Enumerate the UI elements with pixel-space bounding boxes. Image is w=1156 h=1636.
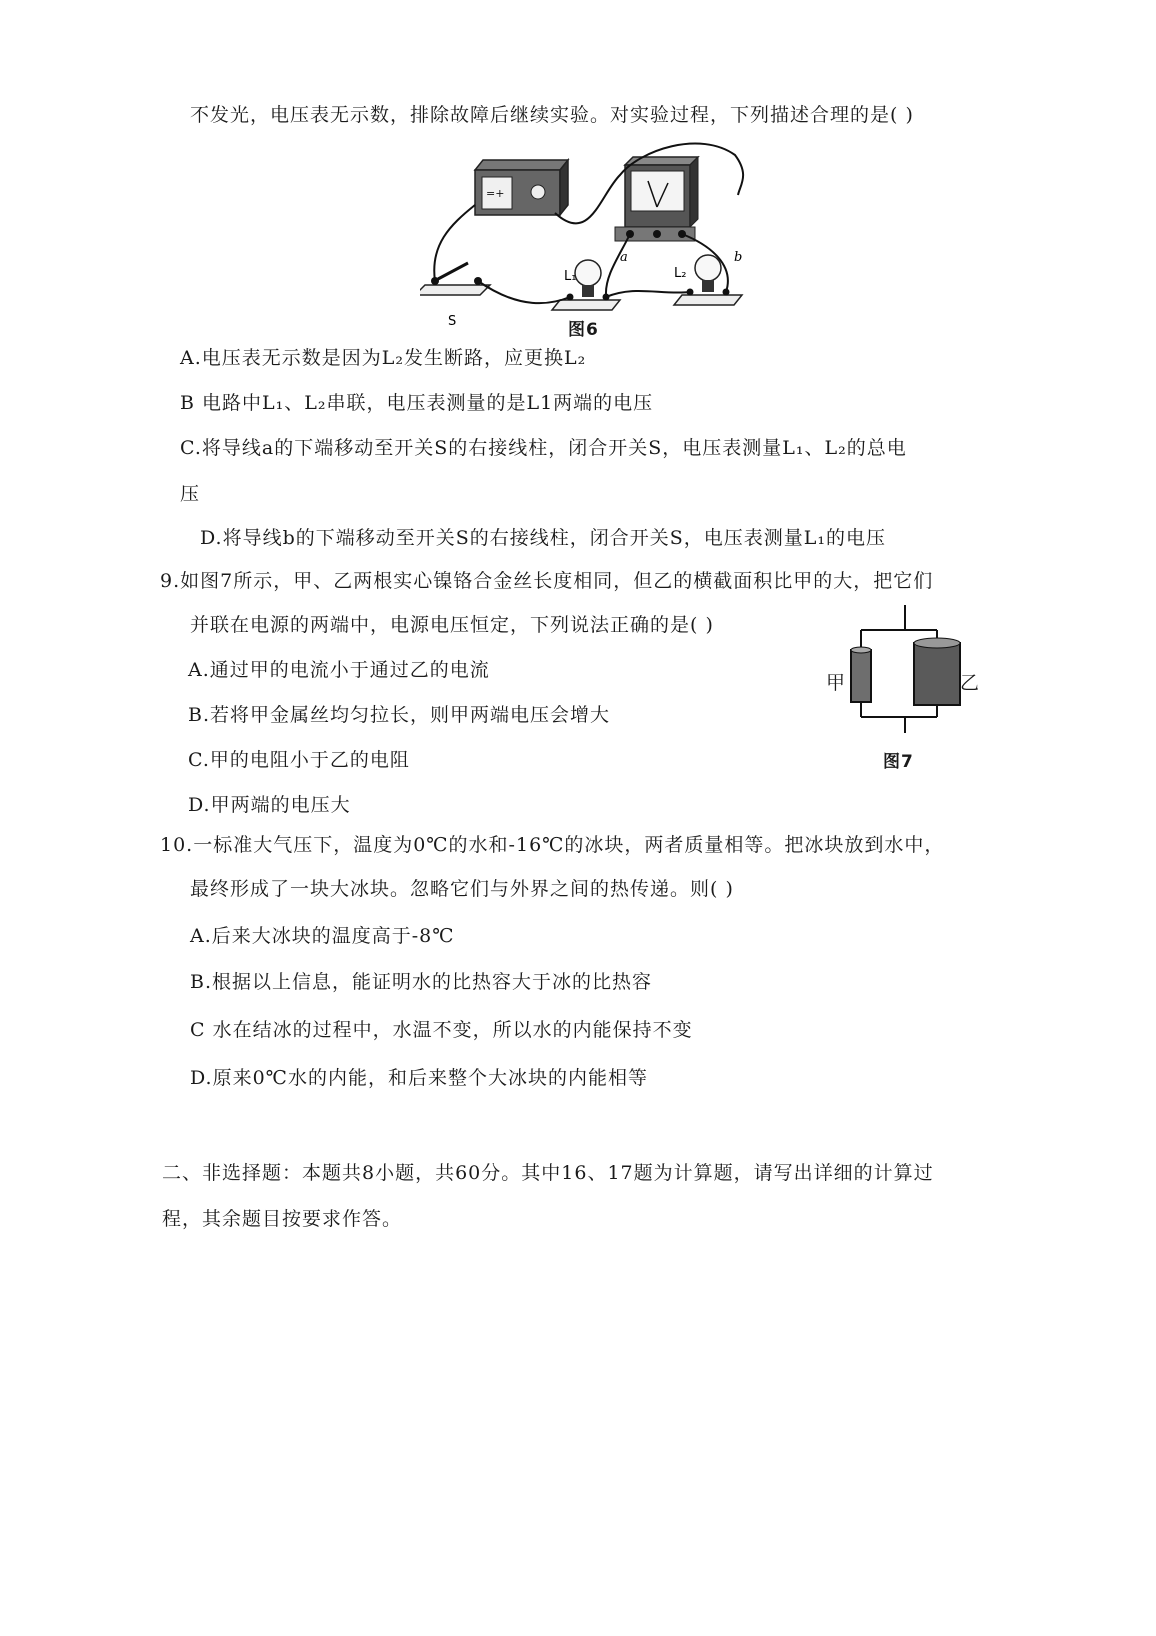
figure-7-caption: 图7: [883, 752, 914, 772]
q8-option-c: C.将导线a的下端移动至开关S的右接线柱，闭合开关S，电压表测量L₁、L₂的总电: [180, 437, 907, 459]
svg-text:=+: =+: [486, 187, 505, 200]
q10-stem: 10.一标准大气压下，温度为0℃的水和-16℃的冰块，两者质量相等。把冰块放到水中，: [160, 834, 945, 856]
q10-option-b: B.根据以上信息，能证明水的比热容大于冰的比热容: [190, 971, 653, 993]
q8-option-b: B 电路中L₁、L₂串联，电压表测量的是L1两端的电压: [180, 392, 654, 414]
lamp-l1-label: L₁: [564, 269, 577, 284]
voltmeter-icon: [615, 157, 698, 241]
q8-option-a: A.电压表无示数是因为L₂发生断路，应更换L₂: [180, 347, 587, 369]
figure-6-caption: 图6: [568, 320, 599, 340]
q10-option-a: A.后来大冰块的温度高于-8℃: [190, 925, 455, 947]
q9-stem-cont: 并联在电源的两端中，电源电压恒定，下列说法正确的是( ): [190, 614, 714, 636]
figure-7-label-jia: 甲: [826, 672, 847, 694]
section-2-heading-cont: 程，其余题目按要求作答。: [162, 1208, 403, 1230]
q9-option-c: C.甲的电阻小于乙的电阻: [188, 749, 410, 771]
q10-option-c: C 水在结冰的过程中，水温不变，所以水的内能保持不变: [190, 1019, 693, 1041]
figure-7-label-yi: 乙: [960, 672, 981, 694]
wire-b-label: b: [734, 250, 743, 265]
q8-option-d: D.将导线b的下端移动至开关S的右接线柱，闭合开关S，电压表测量L₁的电压: [200, 527, 887, 549]
power-supply-icon: [475, 160, 568, 215]
wire-a-label: a: [620, 250, 628, 265]
q8-option-c-cont: 压: [180, 483, 201, 505]
q10-stem-cont: 最终形成了一块大冰块。忽略它们与外界之间的热传递。则( ): [190, 878, 734, 900]
wire-jia-icon: [851, 647, 871, 702]
q10-option-d: D.原来0℃水的内能，和后来整个大冰块的内能相等: [190, 1067, 648, 1089]
lamp-l1-icon: [552, 260, 620, 310]
switch-label: S: [448, 314, 457, 329]
q9-option-b: B.若将甲金属丝均匀拉长，则甲两端电压会增大: [188, 704, 611, 726]
q8-stem-continued: 不发光，电压表无示数，排除故障后继续实验。对实验过程，下列描述合理的是( ): [190, 104, 914, 126]
lamp-l2-label: L₂: [674, 266, 687, 281]
figure-7-wires: [830, 605, 980, 735]
switch-icon: [420, 263, 490, 295]
section-2-heading: 二、非选择题：本题共8小题，共60分。其中16、17题为计算题，请写出详细的计算过: [162, 1162, 934, 1184]
wire-yi-icon: [914, 638, 960, 705]
q9-stem: 9.如图7所示，甲、乙两根实心镍铬合金丝长度相同，但乙的横截面积比甲的大，把它们: [160, 570, 934, 592]
q9-option-d: D.甲两端的电压大: [188, 794, 351, 816]
q9-option-a: A.通过甲的电流小于通过乙的电流: [188, 659, 490, 681]
